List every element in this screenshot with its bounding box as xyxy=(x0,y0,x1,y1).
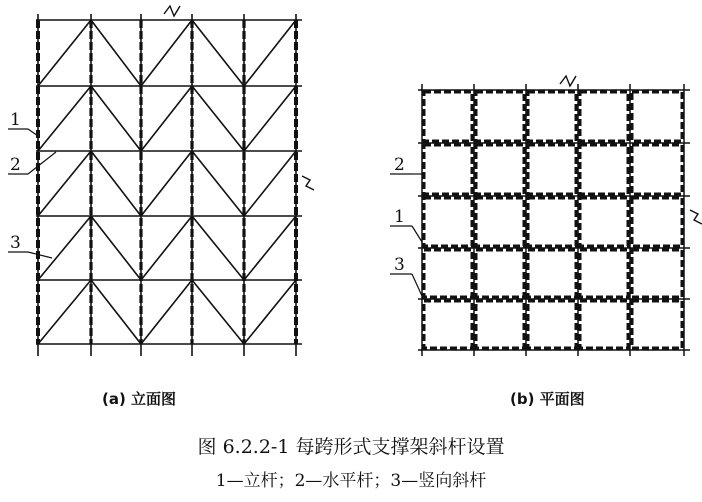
plan-bay-brace xyxy=(476,198,524,246)
plan-bay-brace xyxy=(528,198,576,246)
leader-label: 3 xyxy=(394,255,405,275)
plan-bay-brace xyxy=(424,145,472,194)
diagonal-brace xyxy=(192,86,244,151)
leader-line xyxy=(28,152,56,174)
plan-bay-brace xyxy=(580,198,628,246)
diagonal-brace xyxy=(244,86,296,151)
diagonal-brace xyxy=(91,151,141,216)
plan-bay-brace xyxy=(476,250,524,297)
diagonal-brace xyxy=(244,280,296,344)
leader-line xyxy=(412,274,422,296)
diagonal-brace xyxy=(244,151,296,216)
elevation-view xyxy=(8,6,314,356)
diagonal-brace xyxy=(91,216,141,280)
plan-bay-brace xyxy=(528,92,576,141)
leader-label: 2 xyxy=(394,155,405,175)
diagonal-brace xyxy=(91,20,141,86)
plan-bay-brace xyxy=(580,92,628,141)
plan-subtitle: (b) 平面图 xyxy=(510,390,585,408)
plan-bay-brace xyxy=(632,198,682,246)
diagonal-brace xyxy=(244,20,296,86)
plan-bay-brace xyxy=(632,250,682,297)
diagonal-brace xyxy=(141,20,192,86)
leader-label: 1 xyxy=(394,207,405,227)
figure-legend: 1—立杆；2—水平杆；3—竖向斜杆 xyxy=(215,471,487,491)
diagonal-brace xyxy=(141,280,192,344)
plan-bay-brace xyxy=(424,92,472,141)
break-mark xyxy=(302,176,314,190)
diagonal-brace xyxy=(91,86,141,151)
plan-bay-brace xyxy=(424,250,472,297)
diagonal-brace xyxy=(192,280,244,344)
leader-line xyxy=(412,226,422,242)
plan-bay-brace xyxy=(528,301,576,348)
leader-label: 1 xyxy=(10,110,21,130)
plan-bay-brace xyxy=(476,145,524,194)
plan-bay-brace xyxy=(580,145,628,194)
plan-bay-brace xyxy=(424,198,472,246)
leader-label: 2 xyxy=(10,155,21,175)
diagonal-brace xyxy=(141,151,192,216)
diagonal-brace xyxy=(192,20,244,86)
figure-caption: 图 6.2.2-1 每跨形式支撑架斜杆设置 xyxy=(197,436,505,458)
plan-bay-brace xyxy=(528,145,576,194)
elevation-subtitle: (a) 立面图 xyxy=(102,390,177,408)
plan-bay-brace xyxy=(632,301,682,348)
break-mark xyxy=(690,210,702,224)
diagonal-brace xyxy=(141,216,192,280)
plan-bay-brace xyxy=(580,250,628,297)
diagonal-brace xyxy=(192,216,244,280)
diagonal-brace xyxy=(38,151,91,216)
diagonal-brace xyxy=(141,86,192,151)
diagonal-brace xyxy=(38,20,91,86)
diagonal-brace xyxy=(38,280,91,344)
plan-bay-brace xyxy=(424,301,472,348)
plan-bay-brace xyxy=(476,301,524,348)
diagonal-brace xyxy=(38,86,91,151)
plan-bay-brace xyxy=(632,145,682,194)
diagonal-brace xyxy=(244,216,296,280)
leader-label: 3 xyxy=(10,233,21,253)
plan-bay-brace xyxy=(632,92,682,141)
plan-bay-brace xyxy=(476,92,524,141)
break-mark xyxy=(164,6,180,16)
plan-bay-brace xyxy=(580,301,628,348)
diagonal-brace xyxy=(192,151,244,216)
diagonal-brace xyxy=(38,216,91,280)
plan-bay-brace xyxy=(528,250,576,297)
break-mark xyxy=(560,76,576,86)
diagonal-brace xyxy=(91,280,141,344)
plan-view xyxy=(390,76,702,356)
